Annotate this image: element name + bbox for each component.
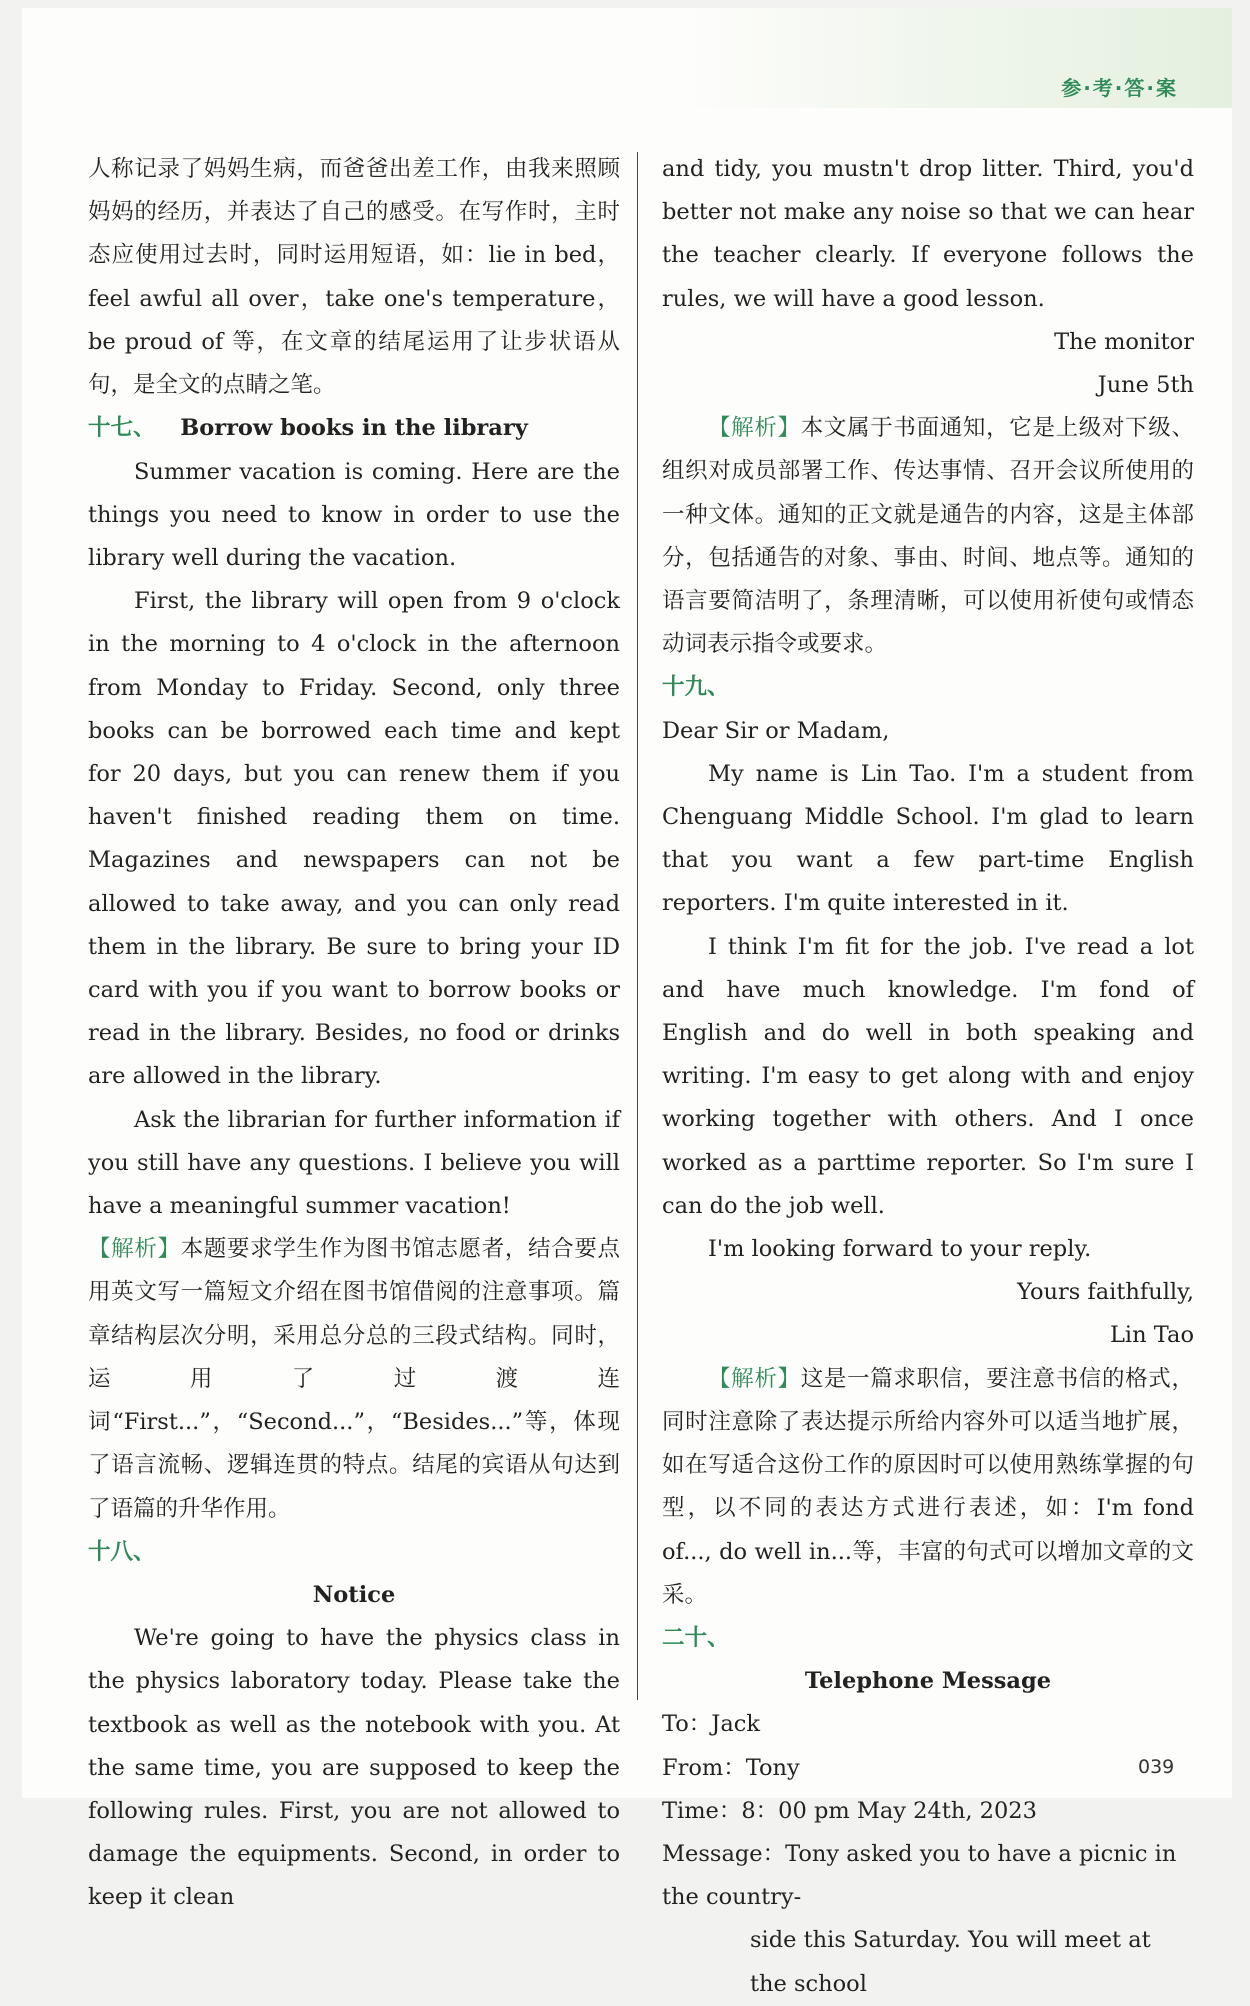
analysis-tag: 【解析】 xyxy=(708,415,801,442)
letter-para-3: I'm looking forward to your reply. xyxy=(708,1236,1092,1263)
section-19-number: 十九、 xyxy=(662,674,730,701)
message-from: From：Tony xyxy=(662,1754,800,1781)
section-18-date: June 5th xyxy=(1097,372,1194,399)
analysis-tag: 【解析】 xyxy=(88,1236,181,1263)
section-18-number: 十八、 xyxy=(88,1538,156,1565)
header-label: 参·考·答·案 xyxy=(1061,76,1178,100)
analysis-text: 本文属于书面通知，它是上级对下级、组织对成员部署工作、传达事情、召开会议所使用的一种文体。通知的正文就是通告的内容，这是主体部分，包括通告的对象、事由、时间、地点等。通知的语言要简洁明了，条理清晰，可以使用祈使句或情态动词表示指令或要求。 xyxy=(662,415,1194,658)
letter-greeting: Dear Sir or Madam, xyxy=(662,717,890,744)
letter-signature: Lin Tao xyxy=(1109,1322,1194,1349)
intro-continuation: 人称记录了妈妈生病，而爸爸出差工作，由我来照顾妈妈的经历，并表达了自己的感受。在写作时，主时态应使用过去时，同时运用短语，如：lie in bed，feel awful all over，take one's temperature，be proud of 等，在文章的结尾运用了让步状语从句，是全文的点睛之笔。 xyxy=(88,156,620,399)
section-18-continuation: and tidy, you mustn't drop litter. Third, you'd better not make any noise so that we can hear the teacher clearly. If everyone follows the rules, we will have a good lesson. xyxy=(662,156,1194,312)
section-17-analysis xyxy=(88,1228,620,1530)
column-divider xyxy=(637,152,638,1700)
section-20-number: 二十、 xyxy=(662,1624,730,1651)
section-17-number: 十七、 xyxy=(88,415,156,442)
section-18-analysis xyxy=(662,407,1194,666)
right-column xyxy=(662,148,1194,2006)
analysis-text: 本题要求学生作为图书馆志愿者，结合要点用英文写一篇短文介绍在图书馆借阅的注意事项。篇章结构层次分明，采用总分总的三段式结构。同时，运用了过渡连词“First...”，“Second...”，“Besides...”等，体现了语言流畅、逻辑连贯的特点。结尾的宾语从句达到了语篇的升华作用。 xyxy=(88,1236,620,1522)
section-19-analysis xyxy=(662,1358,1194,1617)
header-band xyxy=(22,8,1232,108)
section-17 xyxy=(88,407,620,1530)
analysis-text: 这是一篇求职信，要注意书信的格式，同时注意除了表达提示所给内容外可以适当地扩展，如在写适合这份工作的原因时可以使用熟练掌握的句型，以不同的表达方式进行表述，如：I'm fond of..., do well in...等，丰富的句式可以增加文章的文采。 xyxy=(662,1365,1194,1608)
section-18-title: Notice xyxy=(312,1581,396,1608)
section-19 xyxy=(662,666,1194,1616)
section-20 xyxy=(662,1617,1194,2006)
letter-para-2: I think I'm fit for the job. I've read a lot and have much knowledge. I'm fond of English and do well in both speaking and writing. I'm easy to get along with and enjoy working together with others. And I once worked as a parttime reporter. So I'm sure I can do the job well. xyxy=(662,933,1194,1219)
section-17-title: Borrow books in the library xyxy=(180,415,528,442)
section-18-sign: The monitor xyxy=(1054,328,1194,355)
message-body-1: Message：Tony asked you to have a picnic in the country- xyxy=(662,1840,1177,1911)
left-column xyxy=(88,148,620,1920)
section-17-para-2: First, the library will open from 9 o'clock in the morning to 4 o'clock in the afternoon from Monday to Friday. Second, only three books can be borrowed each time and kept for 20 days, but you can renew them if you haven't finished reading them on time. Magazines and newspapers can not be allowed to take away, and you can only read them in the library. Be sure to bring your ID card with you if you want to borrow books or read in the library. Besides, no food or drinks are allowed in the library. xyxy=(88,588,620,1090)
section-20-title: Telephone Message xyxy=(804,1668,1052,1695)
section-18-para: We're going to have the physics class in the physics laboratory today. Please take the textbook as well as the notebook with you. At the same time, you are supposed to keep the following rules. First, you are not allowed to damage the equipments. Second, in order to keep it clean xyxy=(88,1625,620,1911)
analysis-tag: 【解析】 xyxy=(708,1365,801,1392)
page-number: 039 xyxy=(1138,1756,1175,1778)
letter-closing: Yours faithfully, xyxy=(1017,1279,1194,1306)
message-time: Time：8：00 pm May 24th, 2023 xyxy=(662,1797,1037,1824)
letter-para-1: My name is Lin Tao. I'm a student from Chenguang Middle School. I'm glad to learn that you want a few part-time English reporters. I'm quite interested in it. xyxy=(662,760,1194,917)
section-17-para-1: Summer vacation is coming. Here are the things you need to know in order to use the library well during the vacation. xyxy=(88,458,620,572)
message-body-2: side this Saturday. You will meet at the school xyxy=(750,1927,1151,1997)
section-18 xyxy=(88,1531,620,1920)
message-to: To：Jack xyxy=(662,1711,760,1738)
section-17-para-3: Ask the librarian for further information if you still have any questions. I believe you will have a meaningful summer vacation! xyxy=(88,1106,620,1220)
